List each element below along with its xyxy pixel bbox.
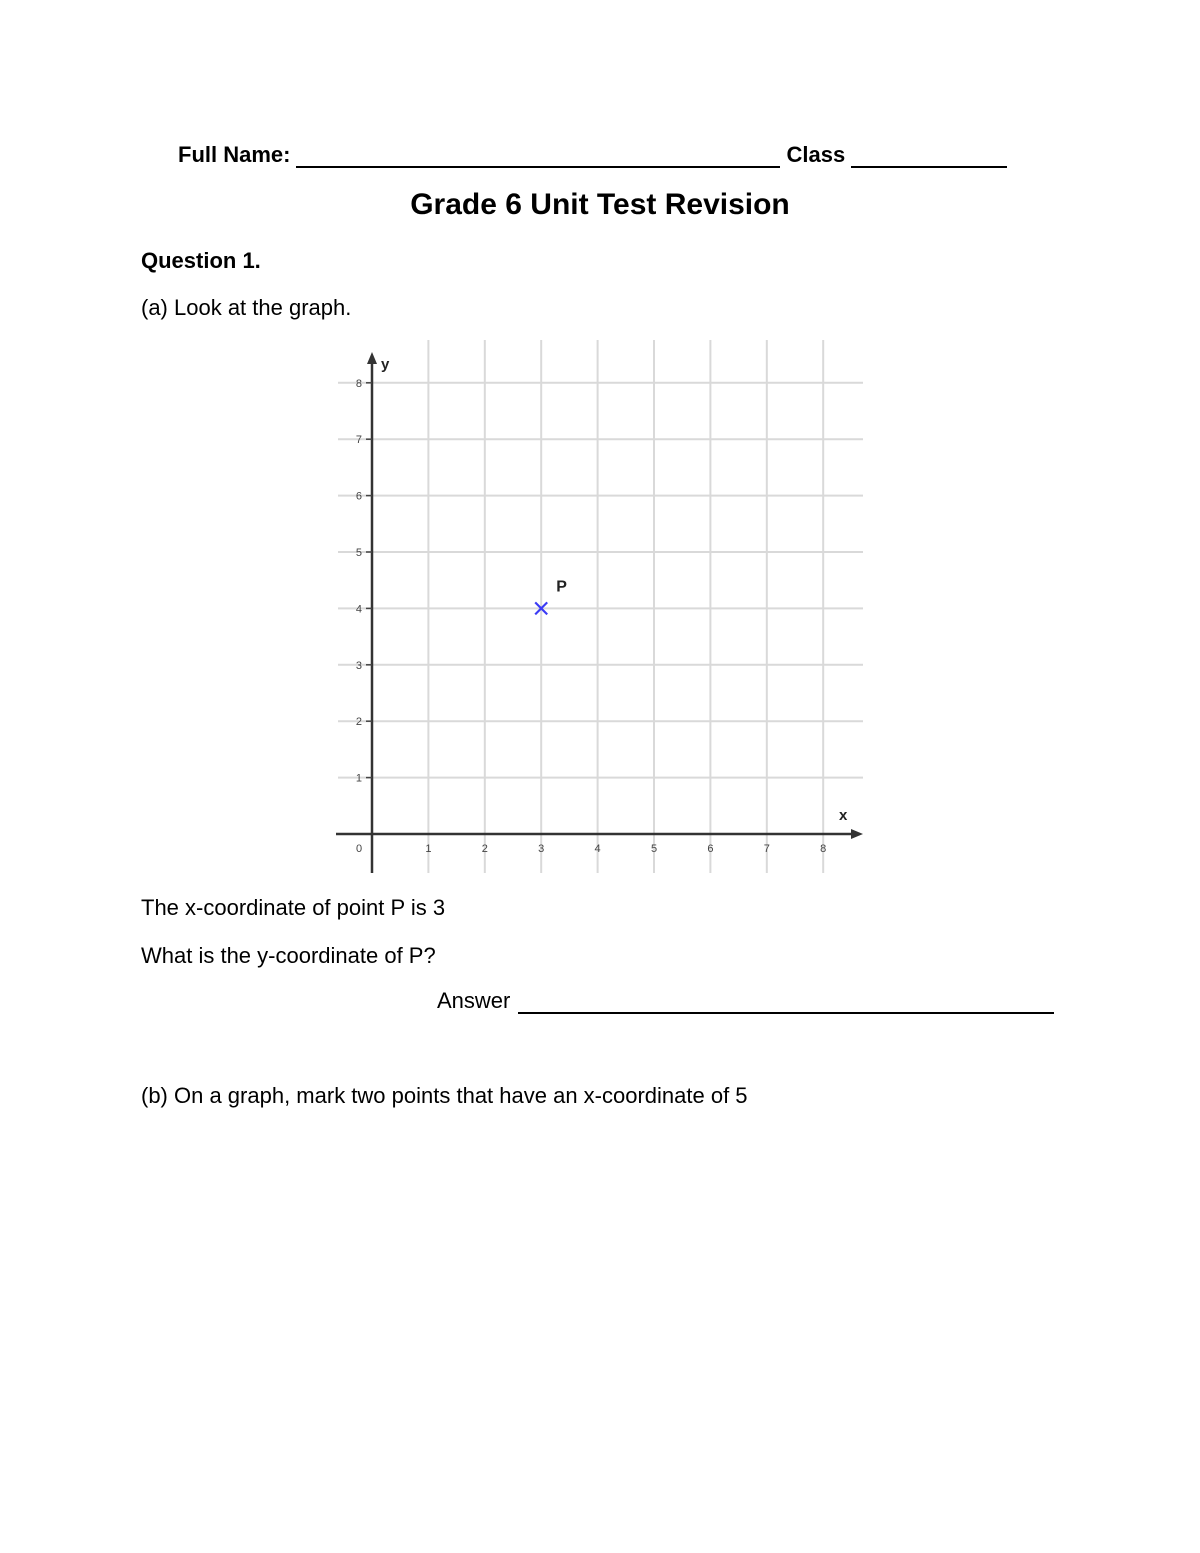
- y-tick-label: 4: [355, 603, 362, 616]
- graph-ticks: [356, 378, 826, 855]
- graph-grid: [338, 340, 863, 873]
- y-tick-label: 5: [355, 547, 362, 559]
- x-axis-label: x: [839, 807, 848, 824]
- full-name-label: Full Name:: [178, 142, 291, 167]
- y-coordinate-question: What is the y-coordinate of P?: [141, 943, 436, 968]
- x-tick-label: 8: [820, 843, 827, 855]
- answer-row: [437, 988, 1060, 1014]
- answer-label: Answer: [437, 988, 511, 1013]
- x-tick-label: 2: [481, 843, 488, 855]
- x-tick-label: 1: [425, 843, 432, 855]
- x-tick-label: 7: [763, 843, 770, 855]
- y-axis-arrow: [367, 352, 377, 364]
- y-tick-label: 7: [355, 434, 362, 447]
- y-tick-label: 3: [355, 659, 362, 672]
- class-label: Class: [786, 142, 846, 167]
- x-tick-label: 0: [355, 843, 363, 855]
- part-a-prompt: (a) Look at the graph.: [141, 295, 352, 320]
- x-tick-label: 4: [594, 843, 601, 855]
- x-axis-arrow: [851, 829, 863, 839]
- x-coordinate-statement: The x-coordinate of point P is 3: [141, 895, 446, 920]
- y-tick-label: 1: [355, 772, 362, 785]
- y-tick-label: 6: [355, 490, 362, 503]
- x-tick-label: 3: [538, 843, 545, 855]
- y-tick-label: 2: [355, 716, 362, 729]
- question-heading: Question 1.: [141, 248, 261, 273]
- y-tick-label: 8: [355, 377, 362, 390]
- x-tick-label: 5: [650, 843, 658, 855]
- x-tick-label: 6: [707, 843, 714, 855]
- answer-field[interactable]: [518, 990, 1054, 1014]
- y-axis-label: y: [381, 356, 390, 373]
- graph-axes: [336, 352, 863, 873]
- point-label: P: [556, 578, 567, 596]
- part-b-prompt: (b) On a graph, mark two points that have an x-coordinate of 5: [141, 1083, 748, 1108]
- page-title: Grade 6 Unit Test Revision: [410, 188, 790, 221]
